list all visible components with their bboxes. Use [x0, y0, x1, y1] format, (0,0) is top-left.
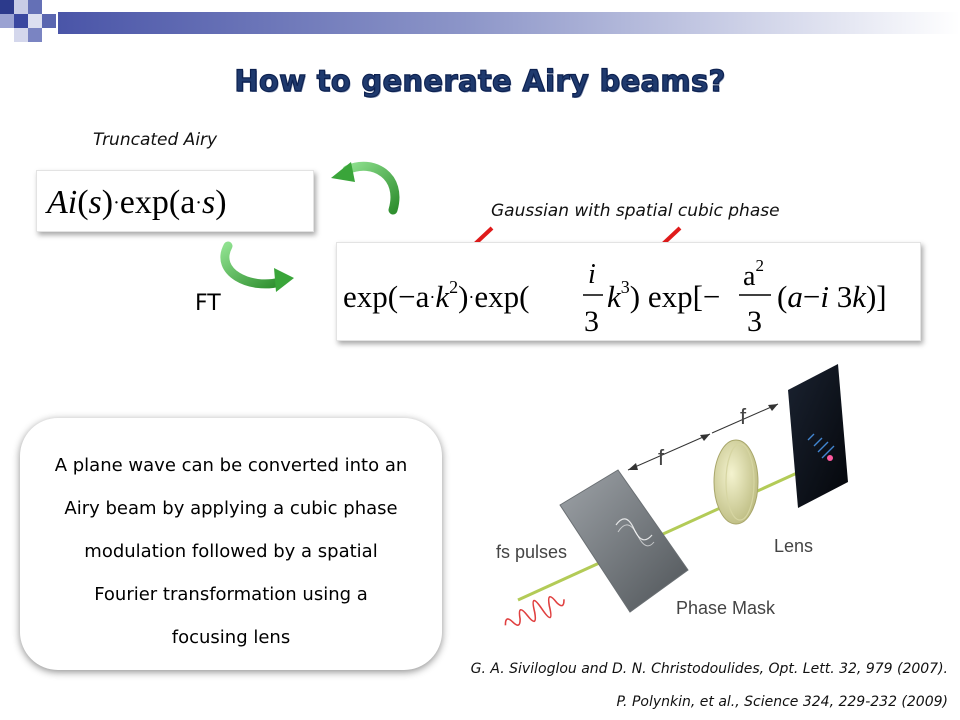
svg-text:3: 3	[584, 305, 599, 338]
svg-text:i: i	[588, 259, 596, 290]
slide-title: How to generate Airy beams?	[234, 64, 726, 98]
focal-length-label: f	[740, 404, 747, 429]
callout-line: focusing lens	[171, 627, 291, 648]
svg-text:k3) exp[−: $k^3$) exp[−	[607, 277, 721, 314]
focal-length-label: f	[658, 445, 665, 470]
decorative-header-bar	[0, 0, 960, 52]
svg-text:a2: $a^2$	[743, 256, 764, 292]
svg-text:3: 3	[747, 305, 762, 338]
gaussian-cubic-phase-label: Gaussian with spatial cubic phase	[491, 201, 780, 221]
truncated-airy-label: Truncated Airy	[93, 130, 218, 150]
svg-text:Ai(s)·exp(a·s): Ai(s)·exp(a·s)	[47, 184, 227, 221]
callout-text	[20, 444, 442, 659]
arrow-down-green-icon	[214, 238, 300, 298]
lens-label: Lens	[774, 536, 814, 556]
gaussian-cubic-phase-formula	[336, 242, 921, 341]
callout-line: Airy beam by applying a cubic phase	[64, 498, 398, 519]
callout-line: A plane wave can be converted into an	[54, 455, 408, 476]
reference-line: G. A. Siviloglou and D. N. Christodoulides, Opt. Lett. 32, 979 (2007).	[470, 661, 948, 677]
phase-mask-label: Phase Mask	[676, 598, 776, 618]
explanation-callout	[20, 418, 442, 670]
svg-text:exp(−a·k2)·exp(: $\exp(-a\cdot k^2)\cdot\exp$(	[343, 277, 530, 314]
arrow-up-green-icon	[325, 160, 407, 224]
svg-text:(a−i 3k)]: (a−i 3k)]	[777, 279, 887, 314]
truncated-airy-formula	[36, 170, 314, 232]
gaussian-equation	[337, 243, 920, 340]
reference-line: P. Polynkin, et al., Science 324, 229-232 (2009)	[616, 694, 948, 710]
fs-pulses-label: fs pulses	[496, 542, 568, 562]
airy-equation	[37, 171, 313, 231]
callout-line: modulation followed by a spatial	[84, 541, 378, 562]
callout-line: Fourier transformation using a	[94, 584, 368, 605]
fourier-transform-label: FT	[195, 291, 221, 316]
airy-beam-setup-figure	[478, 350, 878, 640]
